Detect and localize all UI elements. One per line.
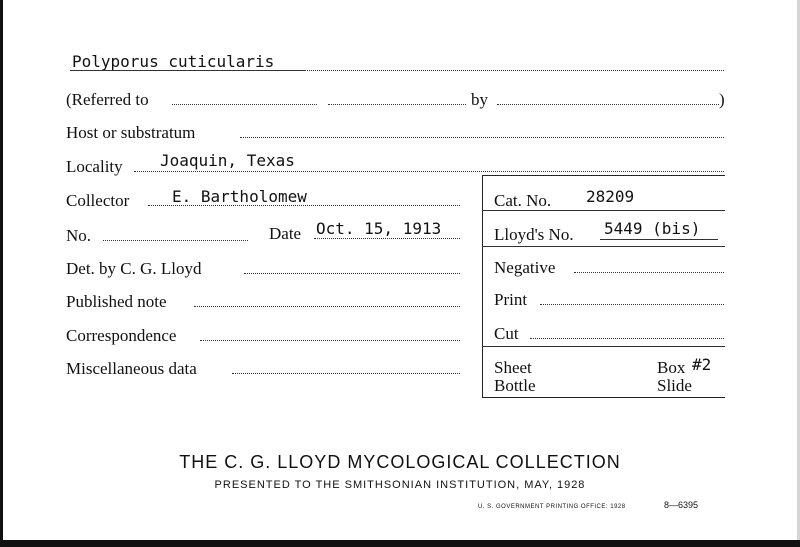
number-label: No.	[66, 226, 92, 245]
collection-title: THE C. G. LLOYD MYCOLOGICAL COLLECTION	[179, 452, 621, 472]
species-name: Polyporus cuticularis	[72, 52, 275, 71]
scan-edge-bottom	[0, 540, 800, 547]
published-note-label: Published note	[66, 292, 167, 311]
slide-label: Slide	[657, 376, 692, 395]
by-line	[497, 104, 719, 105]
sheet-label: Sheet	[494, 358, 532, 377]
locality-label: Locality	[66, 157, 123, 176]
misc-line	[232, 373, 460, 374]
printer-imprint: U. S. GOVERNMENT PRINTING OFFICE: 1928	[478, 504, 626, 510]
referred-to-label: (Referred to	[66, 90, 149, 109]
catalog-box-border-bottom	[482, 397, 725, 398]
catalog-box-border-top	[482, 175, 725, 176]
cut-label: Cut	[494, 324, 519, 343]
species-line	[304, 70, 724, 71]
box-value: #2	[692, 355, 712, 374]
locality-value: Joaquin, Texas	[160, 151, 295, 170]
number-line	[103, 240, 248, 241]
lloyds-no-label: Lloyd's No.	[494, 225, 574, 244]
collector-value: E. Bartholomew	[172, 187, 307, 206]
cat-no-label: Cat. No.	[494, 191, 552, 210]
locality-line	[134, 171, 724, 172]
host-line	[240, 137, 724, 138]
by-label: by	[471, 90, 488, 109]
lloyds-no-value: 5449 (bis)	[604, 219, 701, 238]
collector-line	[148, 205, 460, 206]
cut-line	[530, 338, 724, 339]
catalog-box-border-left	[482, 175, 483, 398]
print-label: Print	[494, 290, 528, 309]
species-underline	[70, 70, 304, 71]
host-label: Host or substratum	[66, 123, 196, 142]
lloyds-no-separator	[482, 246, 725, 247]
date-value: Oct. 15, 1913	[316, 219, 442, 238]
bottle-label: Bottle	[494, 376, 536, 395]
referred-to-line-2	[328, 104, 466, 105]
cut-separator	[482, 346, 725, 347]
cat-no-value: 28209	[586, 187, 635, 206]
correspondence-label: Correspondence	[66, 326, 177, 345]
negative-line	[574, 272, 724, 273]
collection-subtitle: PRESENTED TO THE SMITHSONIAN INSTITUTION, MAY, 1928	[214, 479, 586, 491]
date-line	[314, 238, 460, 239]
box-label: Box	[657, 358, 686, 377]
negative-label: Negative	[494, 258, 556, 277]
referred-to-line-1	[172, 104, 317, 105]
collector-label: Collector	[66, 191, 130, 210]
det-by-label: Det. by C. G. Lloyd	[66, 259, 202, 278]
det-by-line	[244, 273, 460, 274]
correspondence-line	[200, 340, 460, 341]
lloyds-no-underline	[600, 239, 718, 240]
date-label: Date	[269, 224, 302, 243]
referred-to-close: )	[719, 90, 725, 109]
print-line	[540, 304, 724, 305]
cat-no-separator	[482, 210, 725, 211]
form-number: 8—6395	[664, 500, 699, 510]
misc-label: Miscellaneous data	[66, 359, 197, 378]
published-note-line	[194, 306, 460, 307]
